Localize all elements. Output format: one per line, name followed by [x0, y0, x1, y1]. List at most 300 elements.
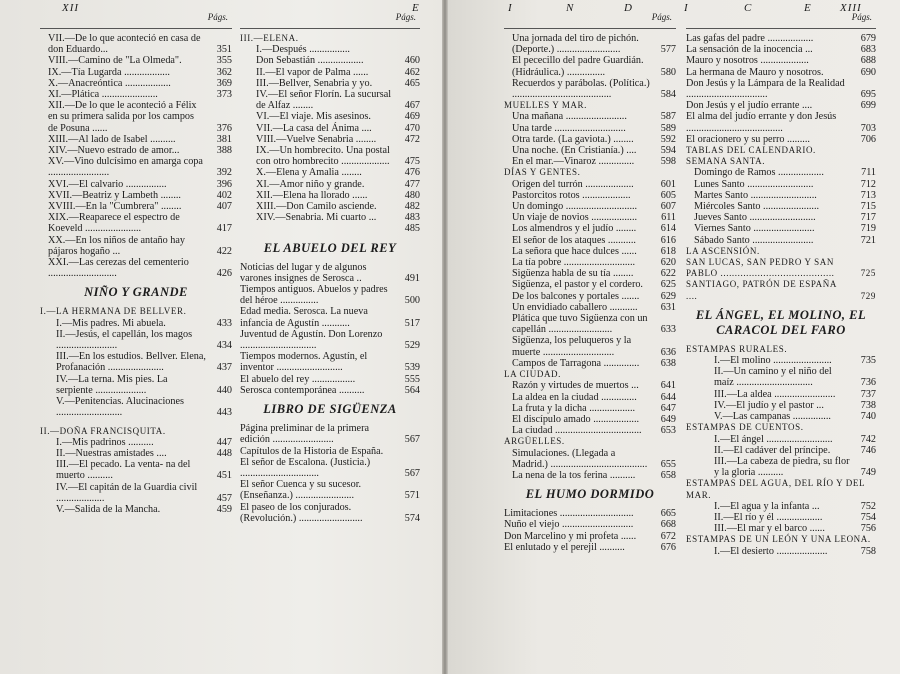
entry-page-number: 460 — [404, 55, 420, 67]
toc-entry — [504, 201, 676, 212]
entry-title: XI.—Amor niño y grande. — [256, 178, 365, 190]
entry-page-number: 574 — [404, 512, 420, 524]
entry-page-number: 598 — [660, 156, 676, 168]
toc-entry — [504, 145, 676, 156]
toc-entry — [240, 179, 420, 190]
entry-title: De los balcones y portales ....... — [512, 290, 640, 302]
entry-title: Serosca contemporánea .......... — [240, 384, 365, 396]
toc-entry — [686, 389, 876, 400]
entry-title: Recuerdos y parábolas. (Política.) ....................................... — [512, 77, 650, 101]
toc-entry — [40, 134, 232, 145]
entry-title: I.—Mis padrinos .......... — [56, 436, 154, 448]
toc-entry — [40, 179, 232, 190]
entry-page-number: 742 — [860, 433, 876, 445]
toc-entry — [686, 235, 876, 246]
entry-page-number: 437 — [216, 362, 232, 374]
toc-entry — [240, 134, 420, 145]
toc-list — [40, 33, 232, 279]
entry-page-number: 475 — [404, 156, 420, 168]
toc-entry — [40, 351, 232, 373]
entry-page-number: 752 — [860, 500, 876, 512]
entry-page-number: 737 — [860, 388, 876, 400]
entry-page-number: 500 — [404, 295, 420, 307]
toc-entry — [240, 446, 420, 457]
entry-title: Martes Santo .......................... — [694, 189, 817, 201]
entry-title: Sigüenza habla de su tía ........ — [512, 268, 634, 280]
entry-title: XIX.—Reaparece el espectro de Koeveld ...................... — [48, 212, 180, 235]
toc-entry — [240, 284, 420, 306]
toc-entry — [504, 279, 676, 290]
entry-page-number: 672 — [660, 530, 676, 542]
toc-entry: 485 — [404, 223, 420, 235]
toc-entry — [504, 78, 676, 100]
entry-page-number: 740 — [860, 411, 876, 423]
toc-entry — [504, 508, 676, 519]
toc-entry — [686, 523, 876, 534]
toc-entry — [686, 355, 876, 366]
entry-title: II.—El vapor de Palma ...... — [256, 66, 369, 78]
toc-entry — [40, 100, 232, 134]
entry-title: V.—Las campanas ............... — [714, 411, 831, 423]
toc-entry — [686, 223, 876, 234]
entry-title: III.—El pecado. La venta- na del muerto .......... — [56, 459, 191, 482]
entry-title: El señor de Escalona. (Justicia.) ............................... — [240, 456, 371, 479]
pags-label: Págs. — [240, 10, 420, 29]
entry-title: IV.—El judío y el pastor ... — [714, 399, 824, 411]
part-title: III.—ELENA. — [240, 33, 299, 43]
entry-page-number: 601 — [660, 178, 676, 190]
entry-title: Pastorcitos rotos ................... — [512, 189, 631, 201]
toc-entry — [40, 235, 232, 257]
toc-entry — [686, 501, 876, 512]
entry-title: VI.—El viaje. Mis asesinos. — [256, 111, 371, 123]
entry-title: Tiempos antiguos. Abuelos y padres del héroe ............... — [240, 284, 388, 307]
toc-entry — [240, 78, 420, 89]
entry-page-number: 517 — [404, 317, 420, 329]
toc-entry — [240, 123, 420, 134]
entry-title: Razón y virtudes de muertos ... — [512, 380, 639, 392]
entry-page-number: 655 — [660, 458, 676, 470]
entry-title: II.—Un camino y el niño del maíz .............................. — [714, 366, 832, 389]
entry-title: Origen del turrón ................... — [512, 178, 634, 190]
entry-title: II.—Nuestras amistades .... — [56, 447, 167, 459]
entry-title: Plática que tuvo Sigüenza con un capellán ......................... — [512, 313, 648, 336]
entry-page-number: 611 — [661, 212, 676, 224]
header-letter: C — [744, 2, 753, 14]
toc-entry — [40, 33, 232, 55]
entry-page-number: 758 — [860, 545, 876, 557]
toc-entry — [686, 134, 876, 145]
entry-title: La aldea en la ciudad .............. — [512, 391, 637, 403]
entry-title: XVIII.—En la "Cumbrera" ........ — [48, 201, 182, 213]
entry-page-number: 491 — [404, 272, 420, 284]
toc-entry — [504, 156, 676, 167]
entry-title: DÍAS Y GENTES. — [504, 167, 581, 178]
toc-entry — [686, 167, 876, 178]
entry-page-number: 668 — [660, 519, 676, 531]
entry-title: VII.—La casa del Ánima .... — [256, 122, 372, 134]
toc-entry — [40, 78, 232, 89]
toc-entry — [504, 302, 676, 313]
entry-title: I.—El molino ....................... — [714, 355, 832, 367]
entry-page-number: 683 — [860, 44, 876, 56]
entry-title: La señora que hace dulces ...... — [512, 245, 637, 257]
toc-entry — [686, 257, 876, 279]
entry-page-number: 736 — [860, 377, 876, 389]
toc-list — [240, 262, 420, 396]
entry-title: V.—Salida de la Mancha. — [56, 503, 161, 515]
entry-page-number: 467 — [404, 100, 420, 112]
entry-page-number: 388 — [216, 145, 232, 157]
toc-entry — [686, 190, 876, 201]
entry-title: Un viaje de novios .................. — [512, 212, 638, 224]
entry-page-number: 653 — [660, 425, 676, 437]
entry-title: Domingo de Ramos .................. — [694, 167, 824, 179]
toc-entry — [686, 145, 876, 156]
entry-title: SEMANA SANTA. — [686, 156, 766, 167]
toc-entry — [504, 531, 676, 542]
entry-title: TABLAS DEL CALENDARIO. — [686, 145, 816, 156]
entry-title: Don Sebastián .................. — [256, 55, 364, 67]
toc-entry — [686, 434, 876, 445]
entry-page-number: 679 — [860, 33, 876, 44]
entry-page-number: 713 — [860, 189, 876, 201]
entry-title: I.—Mis padres. Mi abuela. — [56, 317, 166, 329]
entry-title: Página preliminar de la primera edición ........................ — [240, 423, 369, 446]
toc-entry — [504, 414, 676, 425]
entry-page-number: 555 — [404, 373, 420, 385]
toc-list — [504, 33, 676, 481]
entry-page-number: 567 — [404, 467, 420, 479]
entry-title: El paseo de los conjurados. (Revolución.) ......................... — [240, 501, 363, 524]
entry-page-number: 434 — [216, 340, 232, 352]
entry-title: X.—Anacreóntica .................. — [48, 77, 171, 89]
toc-entry — [504, 392, 676, 403]
entry-page-number: 376 — [216, 122, 232, 134]
right-page — [448, 0, 900, 674]
toc-entry — [240, 306, 420, 328]
toc-entry — [40, 212, 232, 234]
entry-title: VII.—De lo que aconteció en casa de don Eduardo... — [48, 33, 201, 56]
entry-page-number: 476 — [404, 167, 420, 179]
toc-entry — [40, 67, 232, 78]
entry-title: XVI.—El calvario ................ — [48, 178, 167, 190]
entry-page-number: 440 — [216, 384, 232, 396]
toc-entry — [240, 374, 420, 385]
entry-page-number: 480 — [404, 189, 420, 201]
entry-page-number: 647 — [660, 402, 676, 414]
toc-entry — [240, 351, 420, 373]
entry-page-number: 756 — [860, 523, 876, 535]
entry-title: Otra tarde. (La gaviota.) ........ — [512, 133, 634, 145]
toc-entry — [240, 55, 420, 66]
header-letter: N — [566, 2, 575, 14]
toc-entry — [240, 111, 420, 122]
entry-title: Un envidiado caballero ........... — [512, 301, 638, 313]
entry-title: Limitaciones ............................. — [504, 508, 634, 520]
entry-page-number: 717 — [860, 212, 876, 224]
entry-title: La sensación de la inocencia ... — [686, 44, 813, 56]
entry-title: XI.—Plática ...................... — [48, 89, 158, 101]
entry-title: Una mañana ........................ — [512, 111, 627, 123]
entry-title: X.—Elena y Amalia ........ — [256, 167, 362, 179]
entry-title: Edad media. Serosca. La nueva infancia de Agustín ........... — [240, 306, 368, 329]
entry-title: I.—El ángel .......................... — [714, 433, 833, 445]
entry-page-number: 477 — [404, 178, 420, 190]
entry-page-number: 641 — [660, 380, 676, 392]
entry-title: XII.—De lo que le aconteció a Félix en su primera salida por los campos de Posuna ...... — [48, 100, 197, 134]
entry-page-number: 373 — [216, 89, 232, 101]
toc-entry — [504, 111, 676, 122]
entry-title: La nena de la tos ferina .......... — [512, 469, 636, 481]
entry-title: I.—Después ................ — [256, 44, 350, 56]
entry-title: La fruta y la dicha .................. — [512, 402, 636, 414]
entry-page-number: 584 — [660, 89, 676, 101]
right-page-number: XIII — [840, 2, 862, 14]
entry-page-number: 381 — [216, 133, 232, 145]
toc-entry — [686, 156, 876, 167]
toc-list — [686, 501, 876, 535]
entry-title: XV.—Vino dulcísimo en amarga copa ........................ — [48, 156, 203, 179]
left-page-number: XII — [62, 2, 80, 14]
toc-entry — [686, 201, 876, 212]
entry-title: II.—Jesús, el capellán, los magos ........................ — [56, 328, 193, 352]
toc-entry — [686, 366, 876, 388]
toc-entry — [686, 111, 876, 133]
entry-title: IX.—Un hombrecito. Una postal con otro hombrecito ................... — [256, 145, 390, 168]
entry-page-number: 396 — [216, 178, 232, 190]
entry-title: IX.—Tía Lugarda .................. — [48, 66, 170, 78]
toc-entry — [240, 212, 420, 223]
section-title-nino-y-grande: NIÑO Y GRANDE — [84, 285, 188, 300]
entry-title: Un domingo ............................ — [512, 201, 638, 213]
entry-title: XXI.—Las cerezas del cementerio ........................... — [48, 257, 189, 280]
entry-page-number: 587 — [660, 111, 676, 123]
toc-entry — [686, 179, 876, 190]
entry-title: LA CIUDAD. — [504, 369, 561, 380]
toc-entry — [240, 167, 420, 178]
entry-page-number: 721 — [860, 234, 876, 246]
entry-page-number: 715 — [860, 201, 876, 213]
toc-entry — [40, 257, 232, 279]
entry-title: IV.—El capitán de la Guardia civil ................... — [56, 481, 198, 504]
toc-entry — [240, 190, 420, 201]
toc-entry — [686, 100, 876, 111]
entry-page-number: 738 — [860, 399, 876, 411]
entry-page-number: 638 — [660, 357, 676, 369]
entry-page-number: 482 — [404, 201, 420, 213]
toc-entry — [686, 246, 876, 257]
subsection-title: ESTAMPAS DEL AGUA, DEL RÍO Y DEL MAR. — [686, 478, 865, 500]
entry-page-number: 362 — [216, 66, 232, 78]
entry-page-number: 402 — [216, 189, 232, 201]
entry-title: El discípulo amado .................. — [512, 413, 640, 425]
toc-entry — [40, 374, 232, 396]
entry-title: I.—El desierto .................... — [714, 545, 828, 557]
entry-page-number: 665 — [660, 508, 676, 520]
toc-entry — [686, 212, 876, 223]
subsection-title: ESTAMPAS RURALES. — [686, 343, 788, 354]
entry-title: III.—El mar y el barco ...... — [714, 523, 825, 535]
entry-page-number: 451 — [216, 470, 232, 482]
entry-page-number: 614 — [660, 223, 676, 235]
toc-list — [40, 437, 232, 515]
toc-entry — [240, 262, 420, 284]
entry-title: VIII.—Camino de "La Olmeda". — [48, 55, 182, 67]
entry-title: XVII.—Beatriz y Lambeth ........ — [48, 189, 181, 201]
entry-title: XX.—En los niños de antaño hay pájaros hogaño ... — [48, 234, 185, 257]
header-letter: D — [624, 2, 633, 14]
entry-page-number: 594 — [660, 145, 676, 157]
toc-entry — [504, 212, 676, 223]
entry-title: II.—El cadáver del príncipe. — [714, 444, 831, 456]
toc-entry — [686, 67, 876, 78]
pags-label: Págs. — [686, 10, 876, 29]
toc-entry — [504, 313, 676, 335]
entry-title: Sábado Santo ........................ — [694, 234, 814, 246]
entry-page-number: 649 — [660, 413, 676, 425]
toc-entry — [686, 279, 876, 301]
toc-entry — [40, 318, 232, 329]
entry-title: IV.—La terna. Mis pies. La serpiente .................... — [56, 373, 168, 396]
toc-entry — [686, 78, 876, 100]
toc-entry — [504, 257, 676, 268]
entry-title: XIV.—Nuevo estrado de amor... — [48, 145, 180, 157]
entry-title: Don Marcelino y mi profeta ...... — [504, 530, 637, 542]
pags-label: Págs. — [40, 10, 232, 29]
entry-page-number: 695 — [860, 89, 876, 101]
toc-entry — [40, 201, 232, 212]
entry-title: III.—En los estudios. Bellver. Elena, Profanación ...................... — [56, 351, 206, 374]
entry-page-number: 462 — [404, 66, 420, 78]
entry-title: LA ASCENSIÓN. — [686, 245, 760, 256]
toc-entry — [40, 55, 232, 66]
toc-list — [504, 508, 676, 553]
entry-title: XIV.—Senabria. Mi cuarto ... — [256, 212, 377, 224]
toc-list — [686, 546, 876, 557]
entry-page-number: 676 — [660, 541, 676, 553]
toc-list — [686, 434, 876, 479]
entry-page-number: 369 — [216, 77, 232, 89]
toc-entry — [504, 190, 676, 201]
entry-title: III.—La cabeza de piedra, su flor y la gloria .......... — [714, 455, 850, 479]
entry-title: Don Jesús y la Lámpara de la Realidad ................................ — [686, 77, 845, 101]
left-page — [0, 0, 442, 674]
section-title-angel-molino: EL ÁNGEL, EL MOLINO, EL CARACOL DEL FARO — [695, 307, 867, 337]
entry-page-number: 746 — [860, 444, 876, 456]
entry-title: Los almendros y el judío ........ — [512, 223, 637, 235]
toc-entry — [240, 457, 420, 479]
toc-entry — [240, 67, 420, 78]
entry-page-number: 622 — [660, 268, 676, 280]
toc-entry — [504, 223, 676, 234]
toc-entry — [40, 459, 232, 481]
toc-entry — [40, 448, 232, 459]
toc-entry — [240, 44, 420, 55]
toc-list — [240, 44, 420, 223]
entry-title: MUELLES Y MAR. — [504, 100, 587, 111]
toc-entry — [504, 291, 676, 302]
entry-title: Simulaciones. (Llegada a Madrid.) ...................................... — [512, 447, 648, 470]
right-column-2 — [686, 10, 876, 557]
toc-entry — [504, 448, 676, 470]
toc-list — [240, 423, 420, 524]
toc-entry — [686, 456, 876, 478]
toc-entry — [686, 512, 876, 523]
entry-page-number: 470 — [404, 122, 420, 134]
entry-title: ARGÜELLES. — [504, 436, 565, 447]
left-column-1 — [40, 10, 232, 515]
entry-page-number: 571 — [404, 490, 420, 502]
entry-title: Mauro y nosotros ................... — [686, 55, 809, 67]
entry-page-number: 426 — [216, 268, 232, 280]
entry-page-number: 355 — [216, 55, 232, 67]
toc-list — [686, 33, 876, 302]
entry-page-number: 620 — [660, 257, 676, 269]
entry-page-number: 457 — [216, 492, 232, 504]
entry-title: Don Jesús y el judío errante .... — [686, 100, 813, 112]
toc-entry — [240, 479, 420, 501]
entry-title: I.—El agua y la infanta ... — [714, 500, 820, 512]
entry-page-number: 605 — [660, 189, 676, 201]
entry-page-number: 483 — [404, 212, 420, 224]
entry-page-number: 448 — [216, 447, 232, 459]
entry-title: SANTIAGO, PATRÓN DE ESPAÑA .... — [686, 279, 837, 301]
toc-entry — [240, 502, 420, 524]
entry-page-number: 636 — [660, 346, 676, 358]
entry-title: Campos de Tarragona .............. — [512, 357, 640, 369]
toc-entry — [504, 470, 676, 481]
toc-entry — [40, 145, 232, 156]
toc-entry — [40, 437, 232, 448]
entry-page-number: 564 — [404, 384, 420, 396]
entry-page-number: 459 — [216, 503, 232, 515]
entry-page-number: 592 — [660, 133, 676, 145]
entry-page-number: 725 — [860, 268, 876, 279]
entry-title: SAN LUCAS, SAN PEDRO Y SAN PABLO ........................................ — [686, 257, 835, 279]
toc-entry — [240, 89, 420, 111]
right-column-1 — [504, 10, 676, 553]
toc-entry — [240, 145, 420, 167]
toc-entry — [504, 519, 676, 530]
entry-title: La hermana de Mauro y nosotros. — [686, 66, 824, 78]
toc-entry — [40, 504, 232, 515]
entry-page-number: 658 — [660, 469, 676, 481]
entry-page-number: 567 — [404, 434, 420, 446]
toc-entry — [504, 335, 676, 357]
toc-entry — [504, 425, 676, 436]
entry-title: Sigüenza, el pastor y el cordero. — [512, 279, 643, 291]
entry-title: El señor Cuenca y su sucesor. (Enseñanza.) ....................... — [240, 479, 362, 502]
entry-title: Las gafas del padre .................. — [686, 33, 814, 44]
entry-title: El alma del judío errante y don Jesús ...................................... — [686, 111, 837, 134]
entry-page-number: 629 — [660, 290, 676, 302]
toc-entry — [40, 329, 232, 351]
entry-page-number: 465 — [404, 77, 420, 89]
entry-title: Una noche. (En Cristianía.) .... — [512, 145, 637, 157]
entry-title: El oracionero y su perro ......... — [686, 133, 810, 145]
entry-title: Tiempos modernos. Agustín, el inventor .......................... — [240, 351, 368, 374]
entry-title: El abuelo del rey ................. — [240, 373, 356, 385]
toc-entry — [686, 33, 876, 44]
entry-page-number: 735 — [860, 355, 876, 367]
toc-entry — [504, 167, 676, 178]
entry-page-number: 447 — [216, 436, 232, 448]
entry-page-number: 690 — [860, 66, 876, 78]
toc-entry — [504, 33, 676, 55]
entry-title: III.—La aldea ........................ — [714, 388, 836, 400]
part-title: I.—LA HERMANA DE BELLVER. — [40, 306, 187, 317]
